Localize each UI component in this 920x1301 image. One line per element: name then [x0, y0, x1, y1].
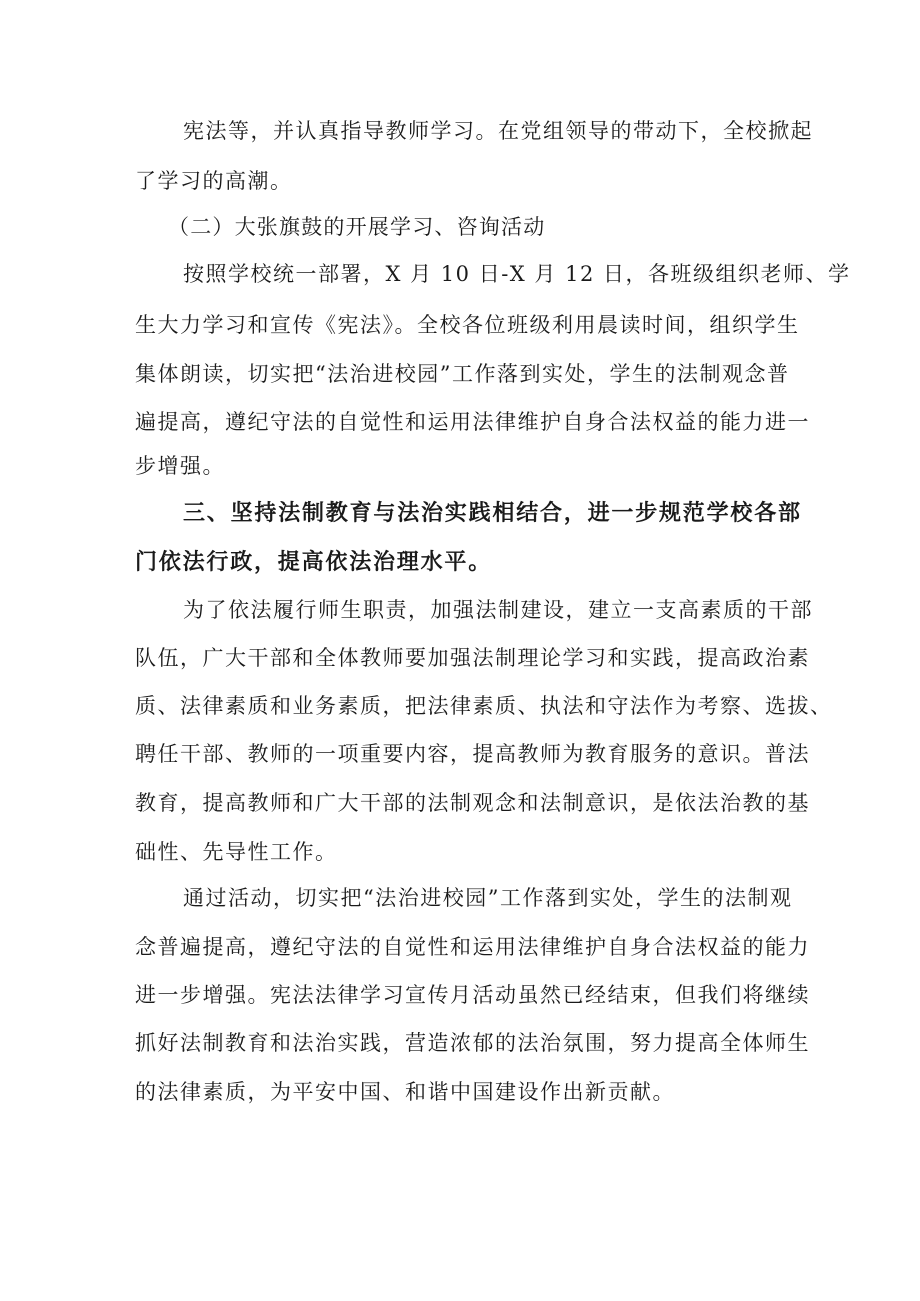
paragraph-line: 步增强。: [135, 454, 225, 478]
paragraph-line: 础性、先导性工作。: [135, 840, 338, 864]
paragraph-line: 的法律素质，为平安中国、和谐中国建设作出新贡献。: [135, 1080, 675, 1104]
subheading-2: （二）大张旗鼓的开展学习、咨询活动: [168, 215, 546, 239]
paragraph-line: 通过活动，切实把“法治进校园”工作落到实处，学生的法制观: [183, 886, 793, 910]
heading-line: 门依法行政，提高依法治理水平。: [135, 550, 493, 575]
paragraph-line: 进一步增强。宪法法律学习宣传月活动虽然已经结束，但我们将继续: [135, 983, 810, 1007]
paragraph-line: 了学习的高潮。: [135, 169, 293, 193]
paragraph-line: 集体朗读，切实把“法治进校园”工作落到实处，学生的法制观念普: [135, 362, 790, 386]
paragraph-line: 按照学校统一部署，X 月 10 日-X 月 12 日，各班级组织老师、学: [183, 262, 851, 286]
paragraph-line: 宪法等，并认真指导教师学习。在党组领导的带动下，全校掀起: [183, 119, 813, 143]
paragraph-line: 质、法律素质和业务素质，把法律素质、执法和守法作为考察、选拔、: [135, 694, 833, 718]
paragraph-line: 为了依法履行师生职责，加强法制建设，建立一支高素质的干部: [183, 598, 813, 622]
paragraph-line: 队伍，广大干部和全体教师要加强法制理论学习和实践，提高政治素: [135, 646, 810, 670]
heading-line: 三、坚持法制教育与法治实践相结合，进一步规范学校各部: [183, 501, 802, 526]
paragraph-line: 聘任干部、教师的一项重要内容，提高教师为教育服务的意识。普法: [135, 742, 810, 766]
paragraph-line: 遍提高，遵纪守法的自觉性和运用法律维护自身合法权益的能力进一: [135, 410, 810, 434]
paragraph-line: 念普遍提高，遵纪守法的自觉性和运用法律维护自身合法权益的能力: [135, 935, 810, 959]
paragraph-line: 教育，提高教师和广大干部的法制观念和法制意识，是依法治教的基: [135, 791, 810, 815]
paragraph-line: 生大力学习和宣传《宪法》。全校各位班级利用晨读时间，组织学生: [135, 313, 800, 337]
paragraph-line: 抓好法制教育和法治实践，营造浓郁的法治氛围，努力提高全体师生: [135, 1031, 810, 1055]
